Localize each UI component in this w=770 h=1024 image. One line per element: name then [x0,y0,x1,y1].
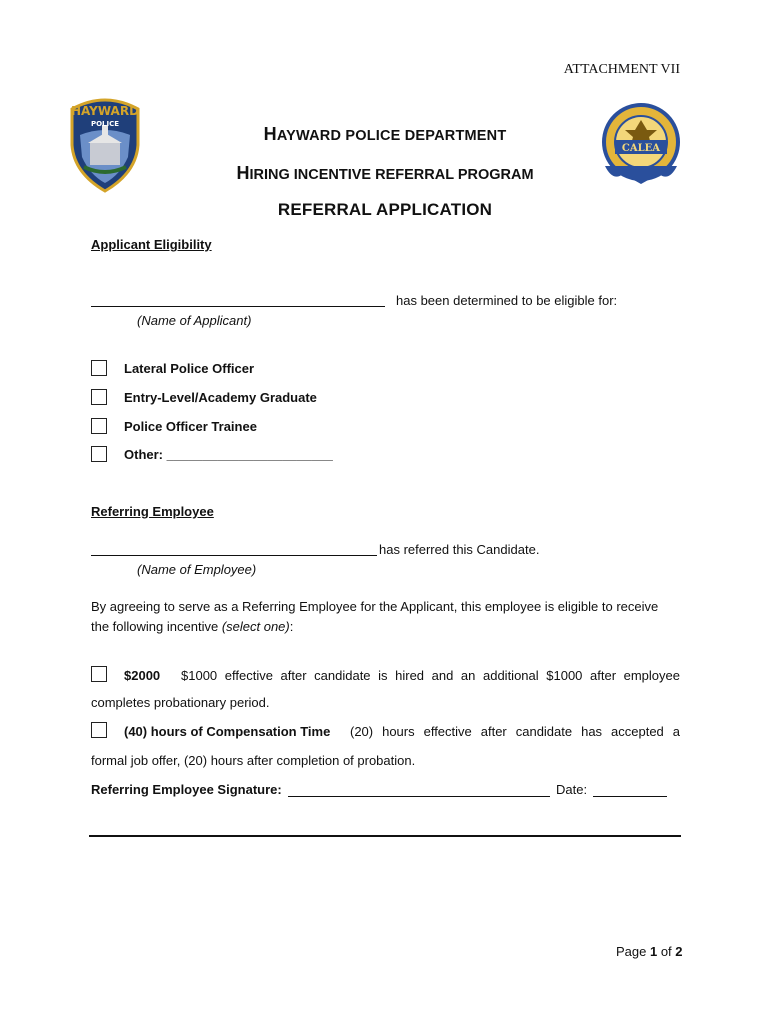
page-prefix: Page [616,944,650,959]
referring-employee-heading: Referring Employee [91,504,214,519]
agreement-line-1: By agreeing to serve as a Referring Employee for the Applicant, this employee is eligible to receive [91,599,659,614]
option-entry-level: Entry-Level/Academy Graduate [124,390,317,405]
page-number [616,944,683,959]
agreement-line-2-suffix: : [289,619,294,634]
signature-label: Referring Employee Signature: [91,782,282,797]
employee-name-caption: (Name of Employee) [137,562,257,577]
option-other[interactable]: Other: _______________________ [124,447,333,462]
incentive-comp-time-text: (20) hours effective after candidate has accepted a [350,724,680,739]
incentive-2000-text: $1000 effective after candidate is hired and an additional $1000 after employee [181,668,680,683]
bottom-divider [89,835,681,837]
signature-line[interactable] [288,796,550,797]
page-title: REFERRAL APPLICATION [277,200,493,219]
option-lateral-officer: Lateral Police Officer [124,361,255,376]
page-of: of [657,944,676,959]
seal-text: CALEA [621,143,661,154]
referred-statement: has referred this Candidate. [379,542,540,557]
attachment-label: ATTACHMENT VII [563,62,680,77]
date-label: Date: [556,782,588,797]
badge-subtitle-text: POLICE [90,120,120,128]
applicant-name-caption: (Name of Applicant) [137,313,252,328]
incentive-2000-label: $2000 [124,668,161,683]
department-heading-text: AYWARD POLICE DEPARTMENT [276,128,507,144]
badge-title-text: HAYWARD [70,104,140,118]
agreement-line-2 [91,619,293,634]
incentive-comp-time-checkbox[interactable] [91,722,107,738]
applicant-eligibility-heading: Applicant Eligibility [91,237,212,252]
program-heading [0,163,770,184]
agreement-select-one: (select one) [221,619,290,634]
department-heading-initial: H [263,124,277,144]
agreement-line-2-prefix: the following incentive [91,619,222,634]
incentive-2000-checkbox[interactable] [91,666,107,682]
trainee-checkbox[interactable] [91,418,107,434]
other-checkbox[interactable] [91,446,107,462]
applicant-name-line[interactable] [91,306,385,307]
date-line[interactable] [593,796,667,797]
lateral-officer-checkbox[interactable] [91,360,107,376]
program-heading-text: IRING INCENTIVE REFERRAL PROGRAM [249,167,534,183]
employee-name-line[interactable] [91,555,377,556]
page-current: 1 [649,944,658,959]
incentive-comp-time-label: (40) hours of Compensation Time [124,724,331,739]
entry-level-checkbox[interactable] [91,389,107,405]
eligible-statement: has been determined to be eligible for: [396,293,618,308]
option-trainee: Police Officer Trainee [124,419,257,434]
program-heading-initial: H [236,163,250,183]
department-heading [0,124,770,145]
incentive-comp-time-continuation: formal job offer, (20) hours after completion of probation. [91,753,416,768]
page-total: 2 [675,944,683,959]
incentive-2000-continuation: completes probationary period. [91,695,270,710]
